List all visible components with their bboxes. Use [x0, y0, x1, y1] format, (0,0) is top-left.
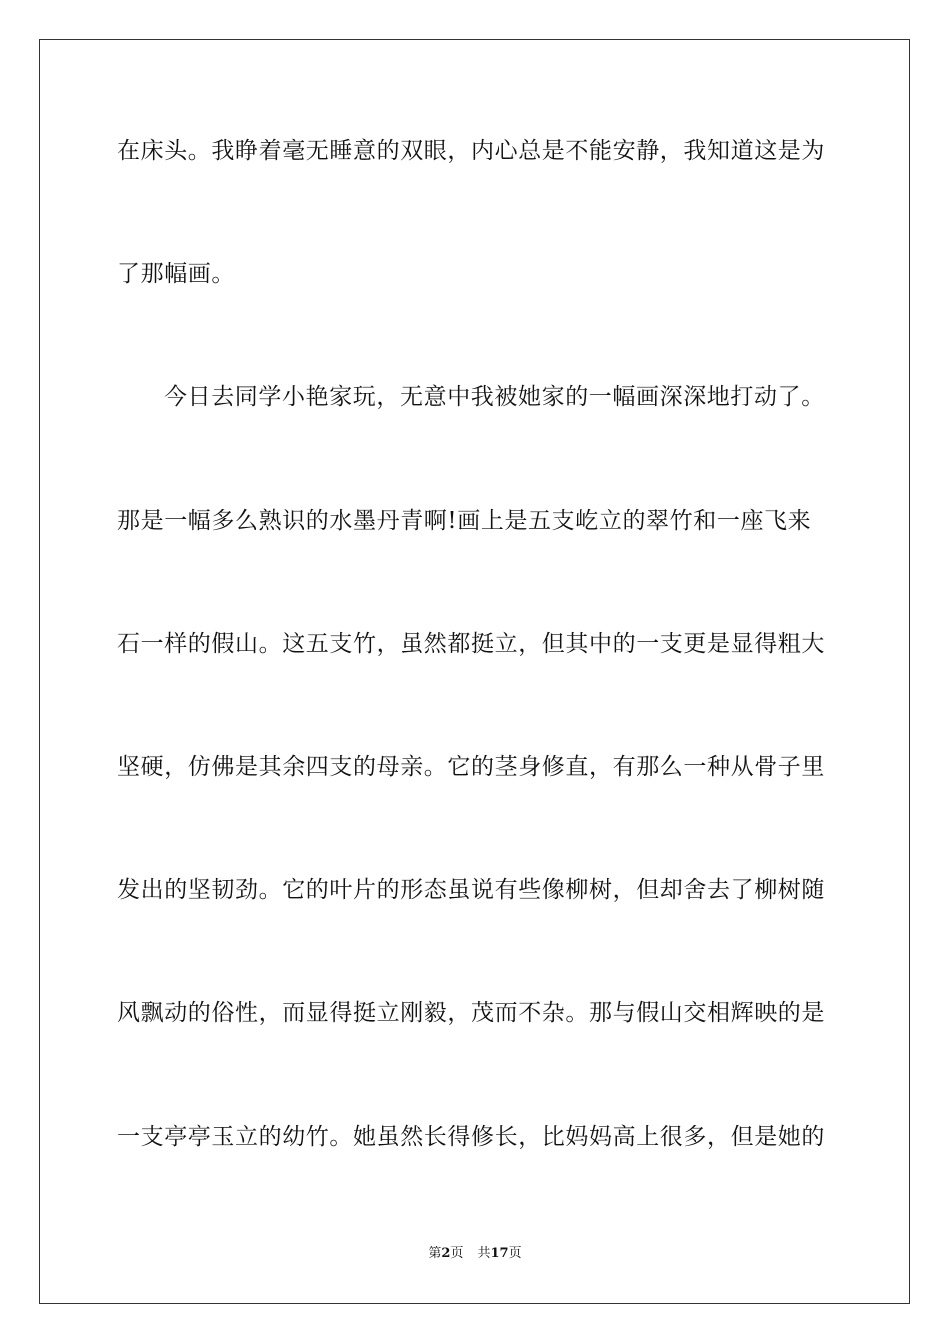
text-line: 坚硬，仿佛是其余四支的母亲。它的茎身修直，有那么一种从骨子里	[117, 753, 825, 780]
text-line: 石一样的假山。这五支竹，虽然都挺立，但其中的一支更是显得粗大	[117, 630, 825, 657]
document-body	[117, 122, 835, 1231]
page-prefix: 第	[428, 1246, 442, 1261]
text-line: 一支亭亭玉立的幼竹。她虽然长得修长，比妈妈高上很多，但是她的	[117, 1123, 825, 1150]
text-line: 在床头。我睁着毫无睡意的双眼，内心总是不能安静，我知道这是为	[117, 138, 825, 164]
text-line: 了那幅画。	[117, 261, 235, 288]
text-line: 风飘动的俗性，而显得挺立刚毅，茂而不杂。那与假山交相辉映的是	[117, 1000, 825, 1027]
page-number: 2	[441, 1246, 451, 1261]
total-pages: 17	[490, 1246, 509, 1261]
total-suffix: 页	[508, 1246, 522, 1261]
page-suffix: 页	[450, 1246, 464, 1261]
page-footer	[0, 1244, 950, 1264]
paragraph-start-line: 今日去同学小艳家玩，无意中我被她家的一幅画深深地打动了。	[164, 384, 825, 411]
text-line: 那是一幅多么熟识的水墨丹青啊!画上是五支屹立的翠竹和一座飞来	[117, 507, 812, 534]
total-prefix: 共	[477, 1246, 491, 1261]
text-line: 发出的坚韧劲。它的叶片的形态虽说有些像柳树，但却舍去了柳树随	[117, 877, 825, 904]
